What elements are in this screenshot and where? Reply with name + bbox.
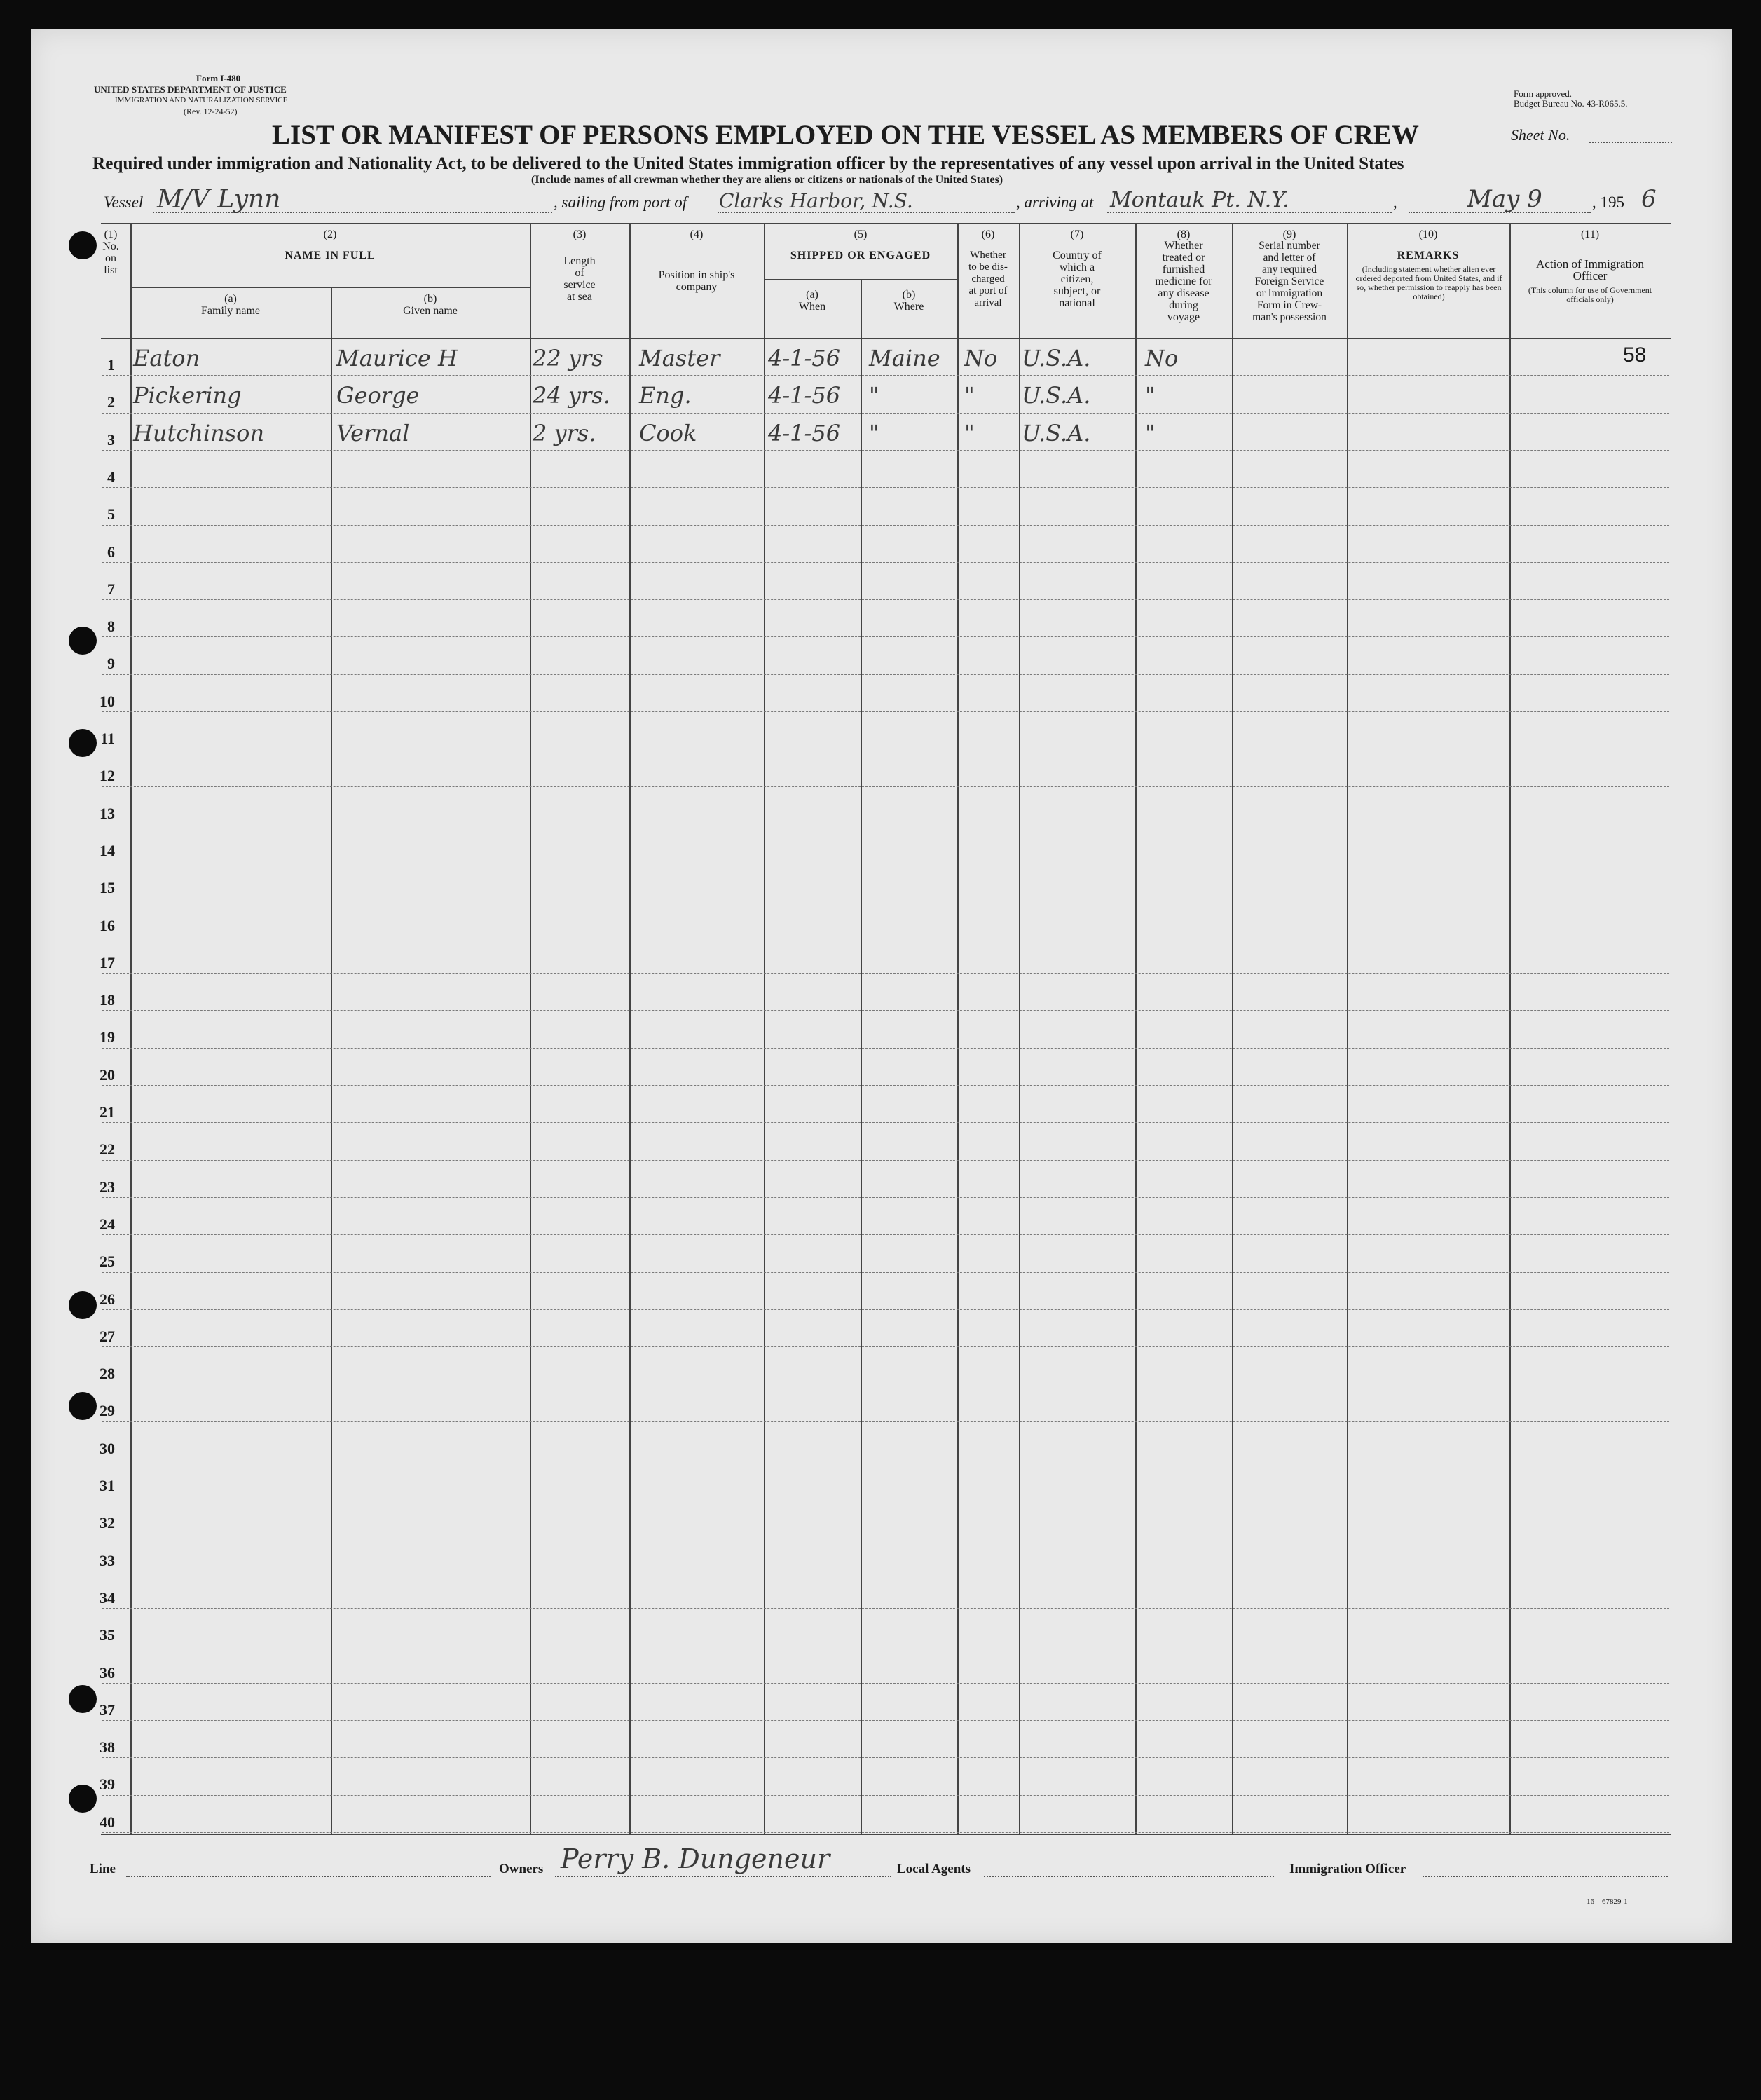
shipped-when-cell: 4-1-56 xyxy=(768,419,841,446)
page-title: LIST OR MANIFEST OF PERSONS EMPLOYED ON THE VESSEL AS MEMBERS OF CREW xyxy=(272,120,1419,150)
col-discharged-number: (6) xyxy=(981,229,995,240)
row-number: 13 xyxy=(100,804,115,822)
medicine-cell: " xyxy=(1145,382,1156,409)
row-number: 1 xyxy=(107,356,115,374)
given-name-cell: Maurice H xyxy=(336,345,458,371)
col-no-header xyxy=(94,229,128,276)
col-name-header: NAME IN FULL xyxy=(285,250,376,261)
row-divider xyxy=(102,1608,1669,1609)
row-number: 9 xyxy=(107,655,115,673)
row-number: 34 xyxy=(100,1588,115,1607)
position-cell: Master xyxy=(639,345,720,371)
name-subheader-rule xyxy=(130,287,530,288)
row-number: 17 xyxy=(100,953,115,971)
line-label: Line xyxy=(90,1862,116,1876)
row-number: 3 xyxy=(107,430,115,449)
col-remarks-note: (Including statement whether alien ever ordered deported from United States, and if so, whether permission to reapply has been obtained) xyxy=(1355,264,1502,301)
sailing-port: Clarks Harbor, N.S. xyxy=(719,189,913,212)
col-service-number: (3) xyxy=(573,229,587,240)
family-name-cell: Pickering xyxy=(133,382,242,409)
row-number: 12 xyxy=(100,767,115,785)
col-rule xyxy=(957,223,959,1835)
col-rule xyxy=(1509,223,1511,1835)
arriving-port: Montauk Pt. N.Y. xyxy=(1110,188,1289,212)
form-code: 16—67829-1 xyxy=(1587,1897,1628,1906)
year-suffix: 6 xyxy=(1641,185,1657,213)
row-divider xyxy=(102,599,1669,600)
service-cell: 24 yrs. xyxy=(533,382,610,409)
col-rule xyxy=(1019,223,1020,1835)
row-number: 33 xyxy=(100,1551,115,1569)
sailing-label: , sailing from port of xyxy=(554,193,687,211)
sheet-number-label: Sheet No. xyxy=(1511,126,1570,144)
row-number: 32 xyxy=(100,1514,115,1532)
medicine-cell: No xyxy=(1145,345,1179,371)
row-number: 7 xyxy=(107,580,115,598)
vessel-value: M/V Lynn xyxy=(157,185,281,214)
row-divider xyxy=(102,1421,1669,1422)
crew-table xyxy=(101,223,1671,1835)
col-family-header: (a) Family name xyxy=(201,293,260,317)
col-rule xyxy=(764,223,765,1835)
owners-signature: Perry B. Dungeneur xyxy=(561,1843,830,1874)
col-no-label: No. on list xyxy=(102,240,119,276)
row-number: 8 xyxy=(107,618,115,636)
service-cell: 22 yrs xyxy=(533,345,603,371)
discharged-cell: " xyxy=(964,382,975,409)
country-cell: U.S.A. xyxy=(1022,382,1091,409)
row-number: 27 xyxy=(100,1327,115,1345)
row-divider xyxy=(102,1272,1669,1273)
col-medicine-number: (8) xyxy=(1177,229,1191,240)
row-divider xyxy=(102,413,1669,414)
row-divider xyxy=(102,1757,1669,1758)
row-number: 30 xyxy=(100,1439,115,1457)
service-cell: 2 yrs. xyxy=(533,419,596,446)
col-where-header: (b) Where xyxy=(893,289,924,313)
row-divider xyxy=(102,636,1669,637)
row-number: 20 xyxy=(100,1065,115,1084)
local-agents-label: Local Agents xyxy=(897,1862,971,1876)
col-remarks-number: (10) xyxy=(1418,229,1438,240)
revision: (Rev. 12-24-52) xyxy=(184,107,238,116)
col-rule xyxy=(861,279,862,1835)
row-number: 22 xyxy=(100,1140,115,1159)
crew-note: (Include names of all crewman whether they are aliens or citizens or nationals of the United States) xyxy=(531,174,1003,186)
row-number: 37 xyxy=(100,1700,115,1719)
position-cell: Eng. xyxy=(639,382,692,409)
col-action-note: (This column for use of Government officials only) xyxy=(1528,285,1652,304)
row-number: 23 xyxy=(100,1178,115,1196)
row-number: 10 xyxy=(100,692,115,710)
owners-label: Owners xyxy=(499,1862,544,1876)
col-name-number: (2) xyxy=(323,229,337,240)
row-number: 26 xyxy=(100,1290,115,1308)
row-number: 14 xyxy=(100,841,115,859)
row-number: 40 xyxy=(100,1813,115,1831)
row-number: 24 xyxy=(100,1215,115,1233)
position-cell: Cook xyxy=(639,419,697,446)
row-number: 19 xyxy=(100,1028,115,1046)
col-rule xyxy=(530,223,531,1835)
officer-field xyxy=(1423,1876,1668,1877)
country-cell: U.S.A. xyxy=(1022,345,1091,371)
row-divider xyxy=(102,1160,1669,1161)
row-number: 4 xyxy=(107,468,115,486)
col-rule xyxy=(1135,223,1137,1835)
row-number: 39 xyxy=(100,1775,115,1794)
arrival-date: May 9 xyxy=(1467,185,1542,213)
punch-hole xyxy=(69,231,97,259)
family-name-cell: Hutchinson xyxy=(133,419,265,446)
row-number: 2 xyxy=(107,393,115,411)
row-divider xyxy=(102,1122,1669,1123)
row-number: 18 xyxy=(100,991,115,1009)
year-prefix: , 195 xyxy=(1592,193,1624,211)
row-divider xyxy=(102,711,1669,712)
header-bottom-rule xyxy=(101,338,1671,339)
row-number: 21 xyxy=(100,1103,115,1121)
action-cell: 58 xyxy=(1623,343,1647,367)
given-name-cell: Vernal xyxy=(336,419,410,446)
col-remarks-header: REMARKS xyxy=(1397,250,1460,261)
row-number: 35 xyxy=(100,1626,115,1644)
service: IMMIGRATION AND NATURALIZATION SERVICE xyxy=(115,96,288,104)
department: UNITED STATES DEPARTMENT OF JUSTICE xyxy=(94,84,287,95)
discharged-cell: " xyxy=(964,419,975,446)
col-medicine-header: Whether treated or furnished medicine for any disease during voyage xyxy=(1155,240,1212,323)
col-country-number: (7) xyxy=(1070,229,1084,240)
row-number: 25 xyxy=(100,1253,115,1271)
family-name-cell: Eaton xyxy=(133,345,200,371)
immigration-officer-label: Immigration Officer xyxy=(1289,1862,1406,1876)
arriving-label: , arriving at xyxy=(1016,193,1094,211)
row-divider xyxy=(102,525,1669,526)
row-divider xyxy=(102,1048,1669,1049)
vessel-label: Vessel xyxy=(104,193,144,211)
date-comma: , xyxy=(1393,193,1397,211)
row-divider xyxy=(102,1720,1669,1721)
agents-field xyxy=(984,1876,1274,1877)
row-divider xyxy=(102,1832,1669,1833)
col-no-number: (1) xyxy=(104,229,118,240)
col-country-header: Country of which a citizen, subject, or national xyxy=(1053,250,1102,309)
col-serial-header: Serial number and letter of any required Foreign Service or Immigration Form in Crew- man's possession xyxy=(1252,240,1327,323)
col-given-header: (b) Given name xyxy=(403,293,458,317)
col-rule xyxy=(331,287,332,1835)
form-number: Form I-480 xyxy=(196,73,241,83)
row-divider xyxy=(102,973,1669,974)
shipped-where-cell: " xyxy=(869,382,879,409)
form-approved: Form approved. xyxy=(1514,88,1572,99)
row-divider xyxy=(102,450,1669,451)
row-number: 29 xyxy=(100,1402,115,1420)
line-field xyxy=(126,1876,491,1877)
col-service-header: Length of service at sea xyxy=(563,255,596,303)
shipped-where-cell: Maine xyxy=(869,345,940,371)
shipped-when-cell: 4-1-56 xyxy=(768,345,841,371)
row-divider xyxy=(102,786,1669,787)
col-shipped-number: (5) xyxy=(854,229,868,240)
col-rule xyxy=(1347,223,1348,1835)
budget-bureau: Budget Bureau No. 43-R065.5. xyxy=(1514,98,1628,109)
col-action-number: (11) xyxy=(1580,229,1600,240)
row-number: 6 xyxy=(107,543,115,561)
row-number: 16 xyxy=(100,916,115,934)
col-serial-number: (9) xyxy=(1282,229,1296,240)
col-rule xyxy=(130,223,132,1835)
row-divider xyxy=(102,1309,1669,1310)
discharged-cell: No xyxy=(964,345,998,371)
col-position-number: (4) xyxy=(690,229,704,240)
row-divider xyxy=(102,1234,1669,1235)
col-when-header: (a) When xyxy=(798,289,826,313)
row-number: 28 xyxy=(100,1365,115,1383)
row-divider xyxy=(102,1795,1669,1796)
row-divider xyxy=(102,1197,1669,1198)
row-number: 5 xyxy=(107,505,115,524)
col-position-header: Position in ship's company xyxy=(658,269,735,293)
subtitle: Required under immigration and Nationality Act, to be delivered to the United States immigration officer by the representatives of any vessel upon arrival in the United States xyxy=(92,154,1404,173)
row-divider xyxy=(102,1683,1669,1684)
row-divider xyxy=(102,375,1669,376)
col-discharged-header: Whether to be dis- charged at port of arrival xyxy=(968,250,1008,308)
row-number: 38 xyxy=(100,1738,115,1757)
row-number: 31 xyxy=(100,1477,115,1494)
row-divider xyxy=(102,674,1669,675)
medicine-cell: " xyxy=(1145,419,1156,446)
owners-field xyxy=(555,1876,891,1877)
row-divider xyxy=(102,1085,1669,1086)
row-divider xyxy=(102,487,1669,488)
row-divider xyxy=(102,1010,1669,1011)
row-number: 36 xyxy=(100,1663,115,1682)
col-rule xyxy=(1232,223,1233,1835)
shipped-where-cell: " xyxy=(869,419,879,446)
col-action-header: Action of Immigration Officer xyxy=(1536,257,1644,282)
given-name-cell: George xyxy=(336,382,420,409)
row-divider xyxy=(102,1346,1669,1347)
col-shipped-header: SHIPPED OR ENGAGED xyxy=(790,250,931,261)
row-divider xyxy=(102,562,1669,563)
row-number: 11 xyxy=(100,730,115,747)
row-number: 15 xyxy=(100,879,115,897)
sheet-number-line xyxy=(1589,142,1672,143)
col-rule xyxy=(629,223,631,1835)
shipped-when-cell: 4-1-56 xyxy=(768,382,841,409)
country-cell: U.S.A. xyxy=(1022,419,1091,446)
